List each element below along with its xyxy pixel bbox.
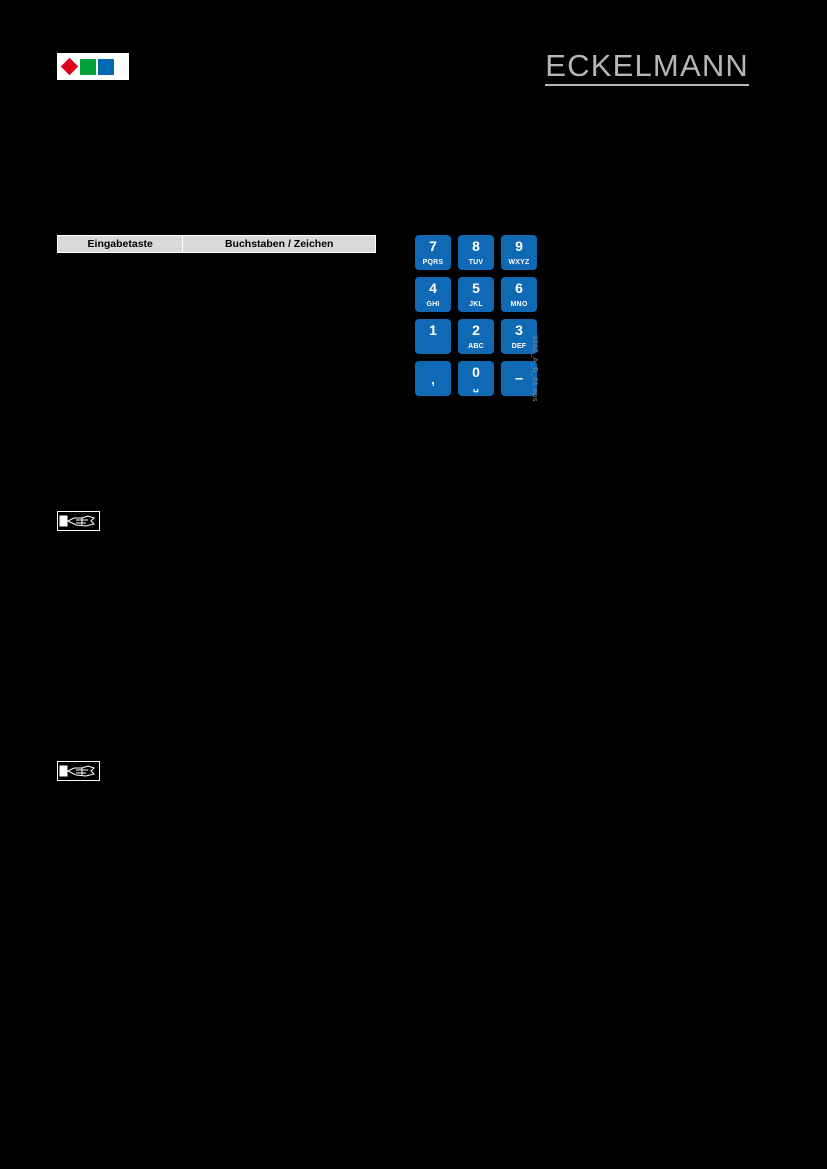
table-cell-chars [183,333,376,349]
key-5-digit: 5 [472,280,480,296]
key-6-digit: 6 [515,280,523,296]
table-row [58,333,376,349]
key-4[interactable] [415,277,451,312]
eckelmann-logo [57,53,129,80]
key-8-letters: TUV [468,259,484,266]
numeric-keypad-illustration [415,235,537,396]
key-1[interactable] [415,319,451,354]
table-row [58,317,376,333]
table-cell-chars [183,317,376,333]
key-5[interactable] [458,277,494,312]
table-header-row [58,236,376,253]
table-cell-key [58,317,183,333]
table-row [58,269,376,285]
key-2-letters: ABC [468,343,484,350]
key-1-digit: 1 [429,322,437,338]
figure-reference-label: 3262_A_D_01.eps [531,335,540,402]
brand-wordmark: ECKELMANN [545,50,749,86]
key-0[interactable] [458,361,494,396]
logo-red-diamond-icon [61,58,78,75]
table-cell-key [58,285,183,301]
key-comma[interactable] [415,361,451,396]
key-0-space-icon: ␣ [473,382,479,392]
key-5-letters: JKL [469,301,483,308]
key-6-letters: MNO [510,301,528,308]
key-8-digit: 8 [472,238,480,254]
table-cell-chars [183,269,376,285]
key-2[interactable] [458,319,494,354]
table-cell-key [58,301,183,317]
key-3-digit: 3 [515,322,523,338]
table-cell-chars [183,301,376,317]
key-4-digit: 4 [429,280,437,296]
table-cell-key [58,333,183,349]
key-comma-digit: , [431,372,435,387]
table-row [58,301,376,317]
table-row [58,253,376,269]
input-key-table [57,235,376,349]
key-0-digit: 0 [472,364,480,380]
table-row [58,285,376,301]
key-minus-digit: – [514,370,524,387]
key-6[interactable] [501,277,537,312]
key-9-digit: 9 [515,238,523,254]
key-4-letters: GHI [426,301,440,308]
note-hand-icon-1 [57,511,100,531]
key-3-letters: DEF [511,343,527,350]
logo-green-square-icon [80,59,96,75]
table-cell-key [58,269,183,285]
table-header-eingabetaste: Eingabetaste [58,236,183,253]
key-7-digit: 7 [429,238,437,254]
note-hand-icon-2 [57,761,100,781]
key-7-letters: PQRS [422,259,444,266]
table-cell-key [58,253,183,269]
key-9[interactable] [501,235,537,270]
key-9-letters: WXYZ [508,259,530,266]
logo-blue-square-icon [98,59,114,75]
table-cell-chars [183,285,376,301]
key-2-digit: 2 [472,322,480,338]
table-cell-chars [183,253,376,269]
key-8[interactable] [458,235,494,270]
table-header-buchstaben: Buchstaben / Zeichen [183,236,376,253]
key-7[interactable] [415,235,451,270]
